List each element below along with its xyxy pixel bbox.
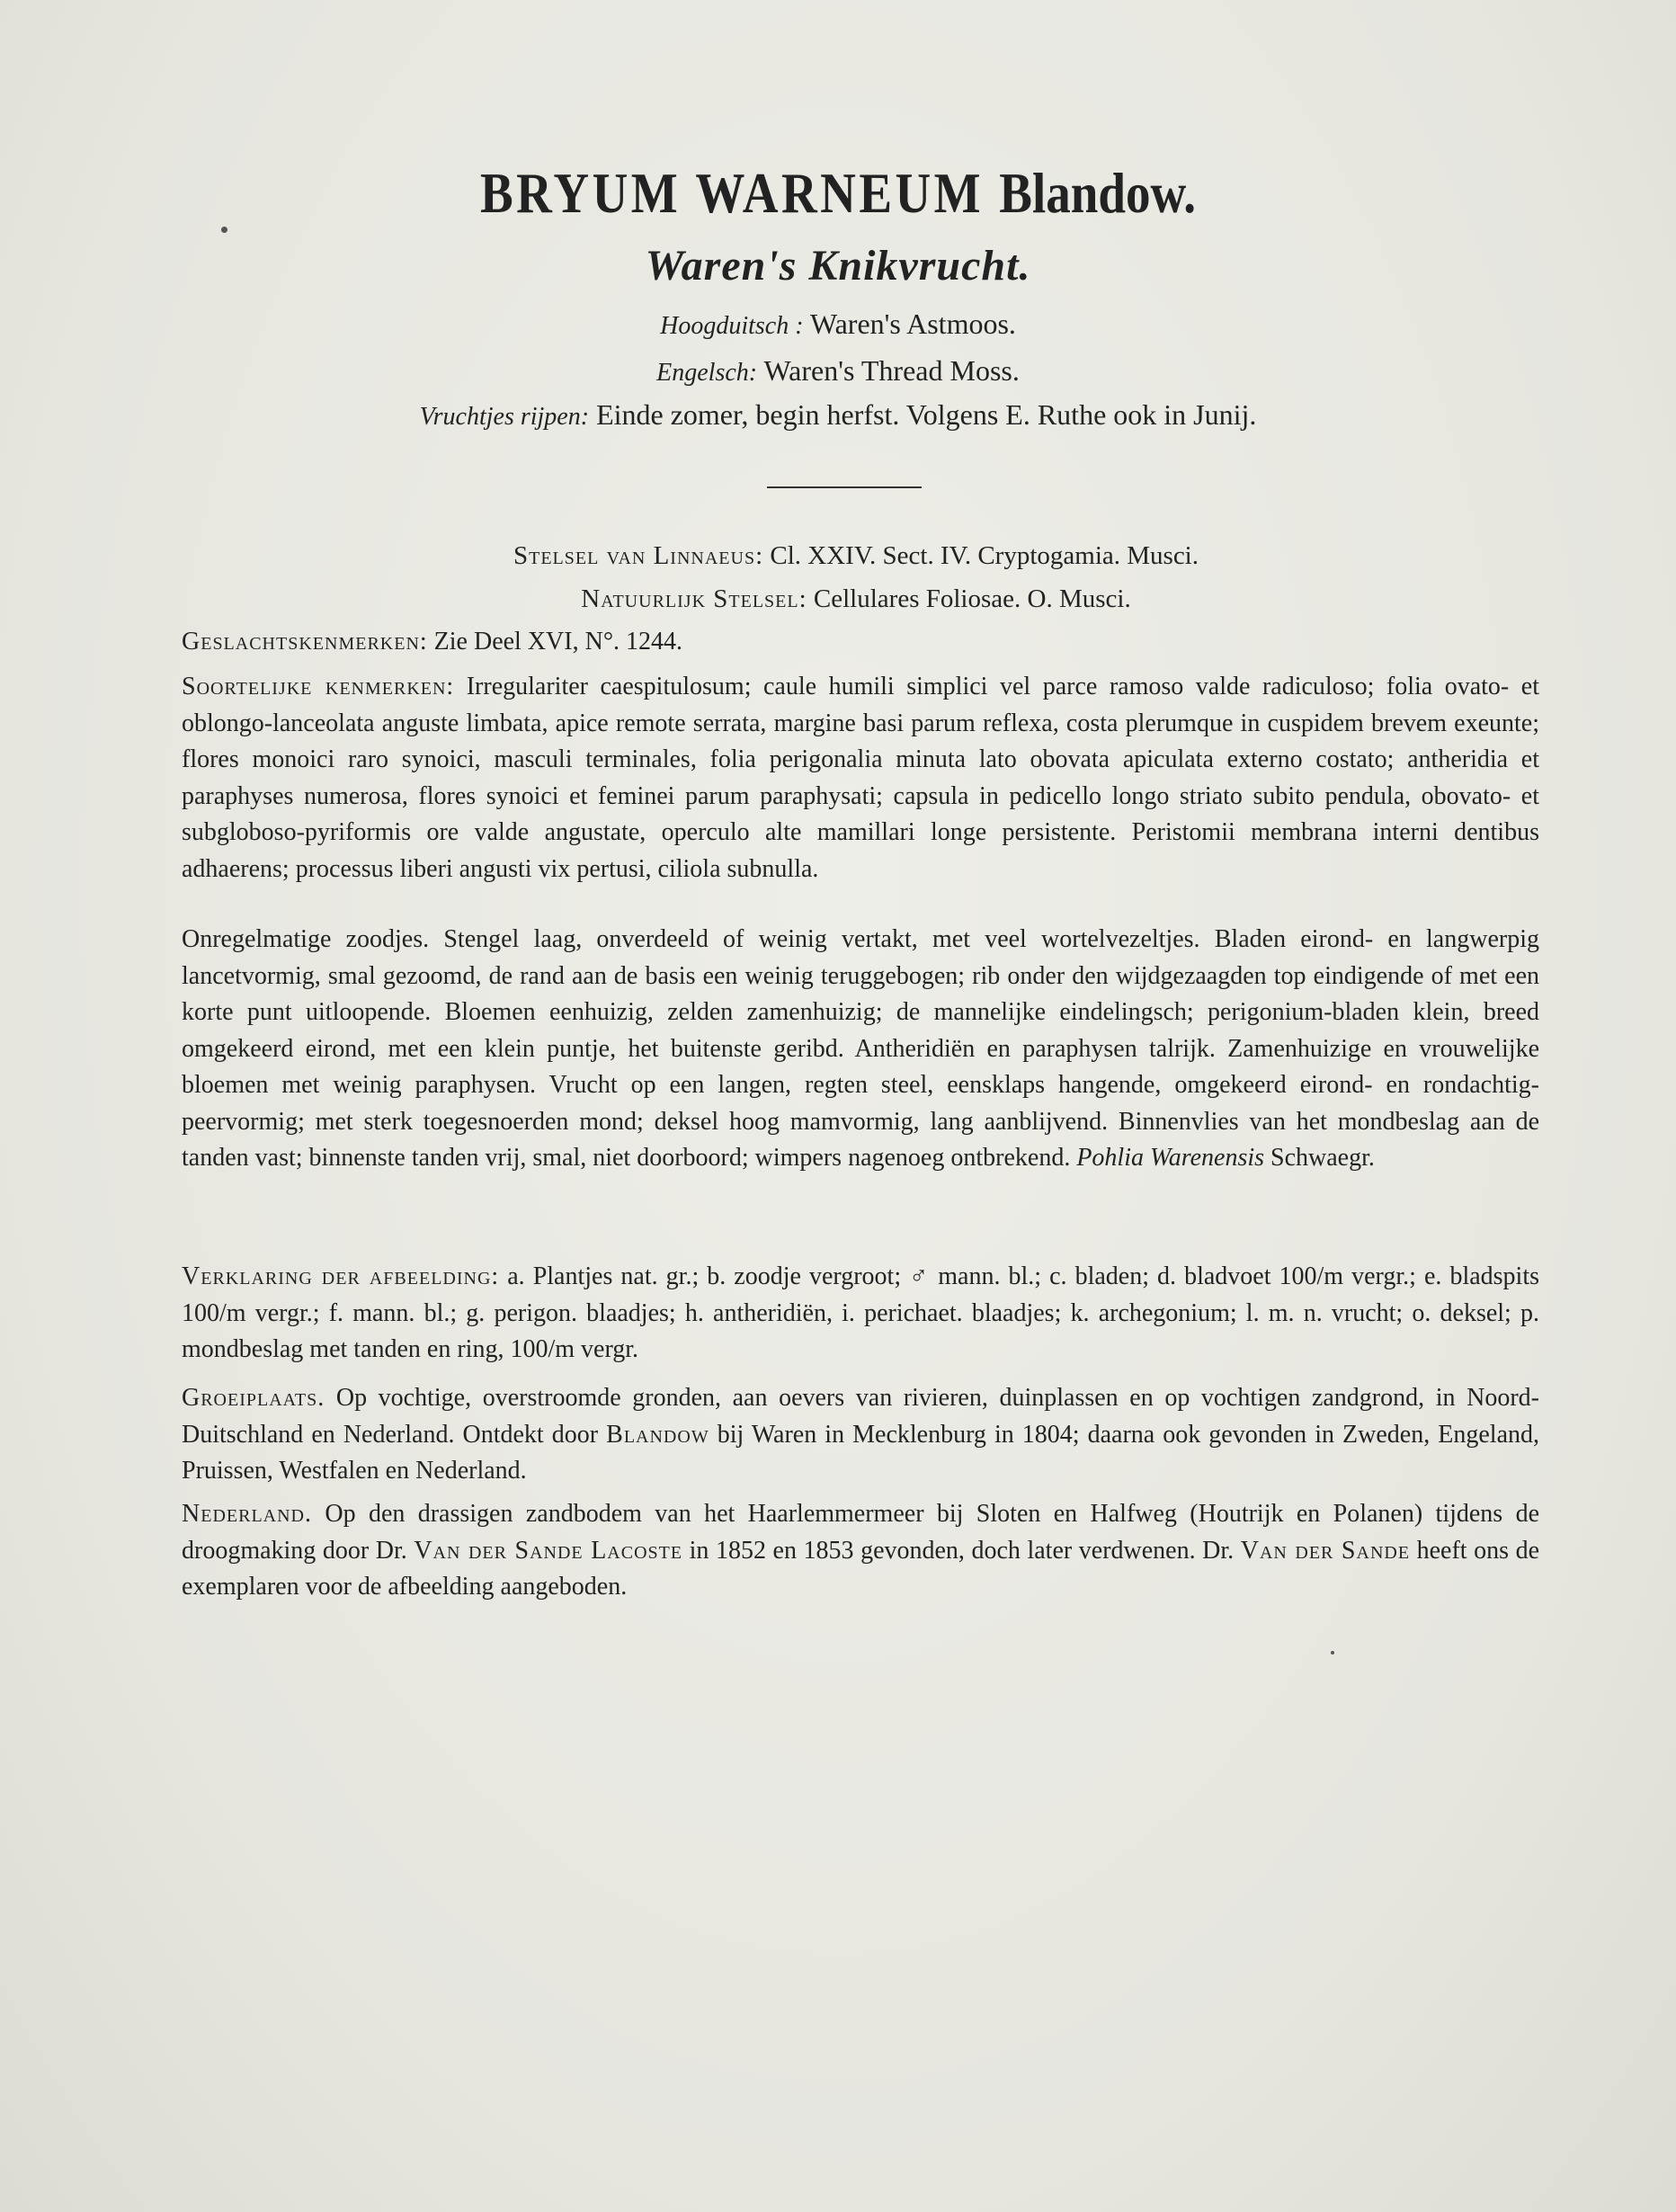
habitat-text-2: bij Waren in Mecklenburg in 1804; daarna ook gevonden in Zweden, Engeland, Pruissen, Westfalen en Nederland. — [182, 1420, 1540, 1485]
netherlands-text-3: heeft ons de exemplaren voor de afbeelding aangeboden. — [182, 1536, 1540, 1601]
paper-speck — [1331, 1651, 1334, 1655]
netherlands-text-1: Op den drassigen zandbodem van het Haarlemmermeer bij Sloten en Halfweg (Houtrijk en Polanen) tijdens de droogmaking door Dr. — [182, 1500, 1539, 1565]
divider-rule — [767, 486, 922, 488]
german-label: Hoogduitsch : — [660, 312, 804, 340]
genus-label: Geslachtskenmerken: — [182, 628, 428, 656]
english-name: Waren's Thread Moss. — [763, 354, 1020, 387]
habitat-discoverer: Blandow — [606, 1420, 709, 1449]
dutch-description-text: Onregelmatige zoodjes. Stengel laag, onverdeeld of weinig vertakt, met veel wortelvezeltjes. Bladen eirond- en langwerpig lancetvormig, smal gezoomd, de rand aan de basis een weinig teruggebogen; rib onder den wijdgezaagden top eindigende of met een korte punt uitloopende. Bloemen eenhuizig, zelden zamenhuizig; de mannelijke eindelingsch; perigonium-bladen klein, breed omgekeerd eirond, met een klein puntje, het buitenste geribd. Antheridiën en paraphysen talrijk. Zamenhuizige en vrouwelijke bloemen met weinig paraphysen. Vrucht op een langen, regten steel, eensklaps hangende, omgekeerd eirond- en rondachtig-peervormig; met sterk toegesnoerden mond; deksel hoog mamvormig, lang aanblijvend. Binnenvlies van het mondbeslag aan de tanden vast; binnenste tanden vrij, smal, niet doorboord; wimpers nagenoeg ontbrekend. — [182, 925, 1539, 1172]
species-text: Irregulariter caespitulosum; caule humili simplici vel parce ramoso valde radiculoso; folia ovato- et oblongo-lanceolata anguste limbata, apice remote serrata, margine basi parum reflexa, costa plerumque in cuspidem brevem exeunte; flores monoici raro synoici, masculi terminales, folia perigonalia minuta lato obovata apiculata externo costato; antheridia et paraphyses numerosa, flores synoici et feminei parum paraphysati; capsula in pedicello longo striato subito pendula, obovato- et subgloboso-pyriformis ore valde angustate, operculo alte mamillari longe persistente. Peristomii membrana interni dentibus adhaerens; processus liberi angusti vix pertusi, ciliola subnulla. — [182, 673, 1539, 883]
ripening-label: Vruchtjes rijpen: — [419, 403, 590, 431]
netherlands-label: Nederland. — [182, 1500, 312, 1528]
dutch-common-name: Waren's Knikvrucht. — [645, 242, 1031, 290]
natural-label: Natuurlijk Stelsel: — [581, 584, 807, 613]
habitat-text-1: Op vochtige, overstroomde gronden, aan oevers van rivieren, duinplassen en op vochtigen zandgrond, in Noord-Duitschland en Nederland. Ontdekt door — [182, 1384, 1539, 1449]
german-name: Waren's Astmoos. — [809, 308, 1016, 340]
natural-system-line — [18, 584, 1676, 614]
habitat-paragraph — [182, 1380, 1539, 1490]
netherlands-text-2: in 1852 en 1853 gevonden, doch later verdwenen. Dr. — [689, 1536, 1235, 1565]
habitat-label: Groeiplaats. — [182, 1384, 325, 1412]
ripening-line — [0, 398, 1676, 432]
german-name-line — [0, 308, 1676, 341]
synonym-name: Pohlia Warenensis — [1076, 1144, 1265, 1172]
explanation-text: a. Plantjes nat. gr.; b. zoodje vergroot; ♂ mann. bl.; c. bladen; d. bladvoet 100/m vergr.; e. bladspits 100/m vergr.; f. mann. bl.; g. perigon. blaadjes; h. antheridiën, i. perichaet. blaadjes; k. archegonium; l. m. n. vrucht; o. deksel; p. mondbeslag met tanden en ring, 100/m vergr. — [182, 1262, 1540, 1363]
collector-name-2: Van der Sande — [1240, 1536, 1411, 1565]
genus-text: Zie Deel XVI, N°. 1244. — [433, 628, 683, 656]
species-characters-paragraph — [182, 669, 1539, 887]
netherlands-paragraph — [182, 1496, 1539, 1606]
collector-name-1: Van der Sande Lacoste — [414, 1536, 683, 1565]
synonym-author: Schwaegr. — [1270, 1144, 1375, 1172]
natural-text: Cellulares Foliosae. O. Musci. — [813, 584, 1131, 613]
dutch-description-paragraph — [182, 922, 1539, 1177]
species-author: Blandow. — [999, 161, 1196, 225]
page-title — [117, 160, 1558, 227]
ripening-text: Einde zomer, begin herfst. Volgens E. Ruthe ook in Junij. — [596, 398, 1257, 431]
linnaeus-system-line — [18, 541, 1676, 571]
explanation-label: Verklaring der afbeelding: — [182, 1262, 500, 1290]
linnaeus-text: Cl. XXIV. Sect. IV. Cryptogamia. Musci. — [770, 541, 1199, 570]
paper-speck — [221, 227, 227, 233]
english-name-line — [0, 354, 1676, 388]
figure-explanation-paragraph — [182, 1259, 1539, 1369]
species-title: BRYUM WARNEUM — [480, 161, 985, 225]
linnaeus-label: Stelsel van Linnaeus: — [513, 541, 764, 570]
species-label: Soortelijke kenmerken: — [182, 673, 455, 700]
genus-characters-paragraph — [182, 624, 1539, 661]
english-label: Engelsch: — [656, 359, 758, 387]
